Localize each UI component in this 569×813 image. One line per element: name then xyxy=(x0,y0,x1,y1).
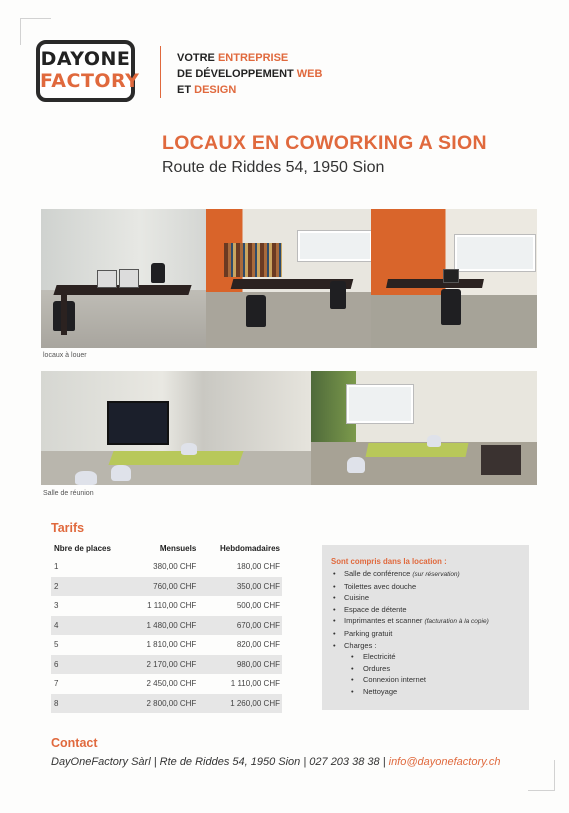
table-cell: 500,00 CHF xyxy=(236,601,280,611)
meeting-room-photos xyxy=(41,371,537,485)
contact-address: Rte de Riddes 54, 1950 Sion xyxy=(159,756,301,768)
tagline-text: VOTRE xyxy=(177,52,218,64)
item-text: Toilettes avec douche xyxy=(344,581,417,591)
table-cell: 8 xyxy=(51,694,128,714)
table-cell: 1 110,00 CHF xyxy=(147,601,197,611)
logo-line-1: DAYONE xyxy=(40,48,131,70)
table-row xyxy=(51,655,282,675)
table-row xyxy=(51,635,282,655)
contact-email-link[interactable]: info@dayonefactory.ch xyxy=(388,756,501,768)
separator: | xyxy=(379,756,389,768)
table-cell: 1 xyxy=(54,562,59,572)
contact-heading: Contact xyxy=(51,736,98,750)
logo-line-2: FACTORY xyxy=(40,70,140,92)
office-photo-2 xyxy=(206,209,371,348)
tagline-text: DE DÉVELOPPEMENT xyxy=(177,68,297,80)
item-text: Espace de détente xyxy=(344,604,407,614)
tagline-accent: DESIGN xyxy=(194,84,237,96)
table-row xyxy=(51,596,282,616)
list-item xyxy=(331,640,519,652)
table-cell: 2 450,00 CHF xyxy=(146,679,197,689)
table-cell: 1 260,00 CHF xyxy=(198,694,282,714)
meeting-room-photo-1 xyxy=(41,371,311,485)
table-cell: 3 xyxy=(54,601,59,611)
table-cell: 180,00 CHF xyxy=(236,562,280,572)
table-cell: 2 170,00 CHF xyxy=(128,655,198,675)
caption-meeting-room: Salle de réunion xyxy=(43,490,94,497)
separator: | xyxy=(300,756,310,768)
table-cell: 2 800,00 CHF xyxy=(128,694,198,714)
table-cell: 1 480,00 CHF xyxy=(128,616,198,636)
tagline-accent: ENTREPRISE xyxy=(217,52,289,64)
table-row xyxy=(51,557,282,577)
table-row xyxy=(51,674,282,694)
list-item xyxy=(331,628,519,640)
table-row xyxy=(51,694,282,714)
tagline-accent: WEB xyxy=(296,68,323,80)
list-item xyxy=(331,615,519,628)
included-list xyxy=(331,568,519,651)
list-item: • Connexion internet xyxy=(331,674,519,686)
item-note: (sur réservation) xyxy=(412,571,460,578)
page-title: LOCAUX EN COWORKING A SION xyxy=(162,132,487,154)
table-cell: 1 110,00 CHF xyxy=(230,679,280,689)
table-cell: 380,00 CHF xyxy=(153,562,197,572)
item-note: (facturation à la copie) xyxy=(424,618,489,626)
table-row xyxy=(51,577,282,597)
tarifs-heading: Tarifs xyxy=(51,521,85,535)
office-photo-1 xyxy=(41,209,206,348)
item-text: Salle de conférence xyxy=(344,569,413,578)
contact-phone[interactable]: 027 203 38 38 xyxy=(309,756,380,768)
caption-offices: locaux à louer xyxy=(43,352,87,359)
office-photos xyxy=(41,209,537,348)
list-item xyxy=(331,604,519,616)
company-logo xyxy=(36,40,140,102)
contact-company: DayOneFactory Sàrl xyxy=(51,756,151,768)
separator: | xyxy=(150,756,160,768)
item-text: Parking gratuit xyxy=(344,628,393,638)
list-item: • Nettoyage xyxy=(331,686,519,698)
list-item xyxy=(331,568,519,581)
item-text: Imprimantes et scanner xyxy=(344,616,425,626)
table-cell: 2 xyxy=(51,577,128,597)
page-address: Route de Riddes 54, 1950 Sion xyxy=(162,159,385,176)
table-row xyxy=(51,616,282,636)
included-services-box xyxy=(322,545,529,710)
tagline-text: ET xyxy=(177,84,195,96)
column-header: Hebdomadaires xyxy=(219,544,280,553)
table-cell: 1 810,00 CHF xyxy=(146,640,197,650)
corner-mark-bottom-right xyxy=(528,760,555,791)
list-item: • Electricité xyxy=(331,651,519,663)
charges-sublist xyxy=(331,651,519,697)
table-cell: 5 xyxy=(54,640,59,650)
table-cell: 980,00 CHF xyxy=(198,655,282,675)
column-header: Mensuels xyxy=(159,544,197,553)
table-cell: 820,00 CHF xyxy=(236,640,280,650)
office-photo-3 xyxy=(371,209,537,348)
header-divider xyxy=(160,46,161,98)
table-cell: 6 xyxy=(51,655,128,675)
company-tagline xyxy=(177,50,322,98)
table-cell: 760,00 CHF xyxy=(128,577,198,597)
table-cell: 670,00 CHF xyxy=(198,616,282,636)
table-header-row xyxy=(51,540,282,557)
tarifs-table xyxy=(51,540,282,713)
item-text: Cuisine xyxy=(344,593,370,603)
table-cell: 4 xyxy=(51,616,128,636)
list-item xyxy=(331,592,519,604)
list-item: • Ordures xyxy=(331,663,519,675)
list-item xyxy=(331,581,519,593)
item-text: Charges : xyxy=(344,640,377,650)
table-cell: 7 xyxy=(54,679,59,689)
included-title: Sont compris dans la location : xyxy=(331,557,447,566)
meeting-room-photo-2 xyxy=(311,371,537,485)
column-header: Nbre de places xyxy=(54,544,111,553)
table-cell: 350,00 CHF xyxy=(198,577,282,597)
contact-details xyxy=(51,756,500,768)
